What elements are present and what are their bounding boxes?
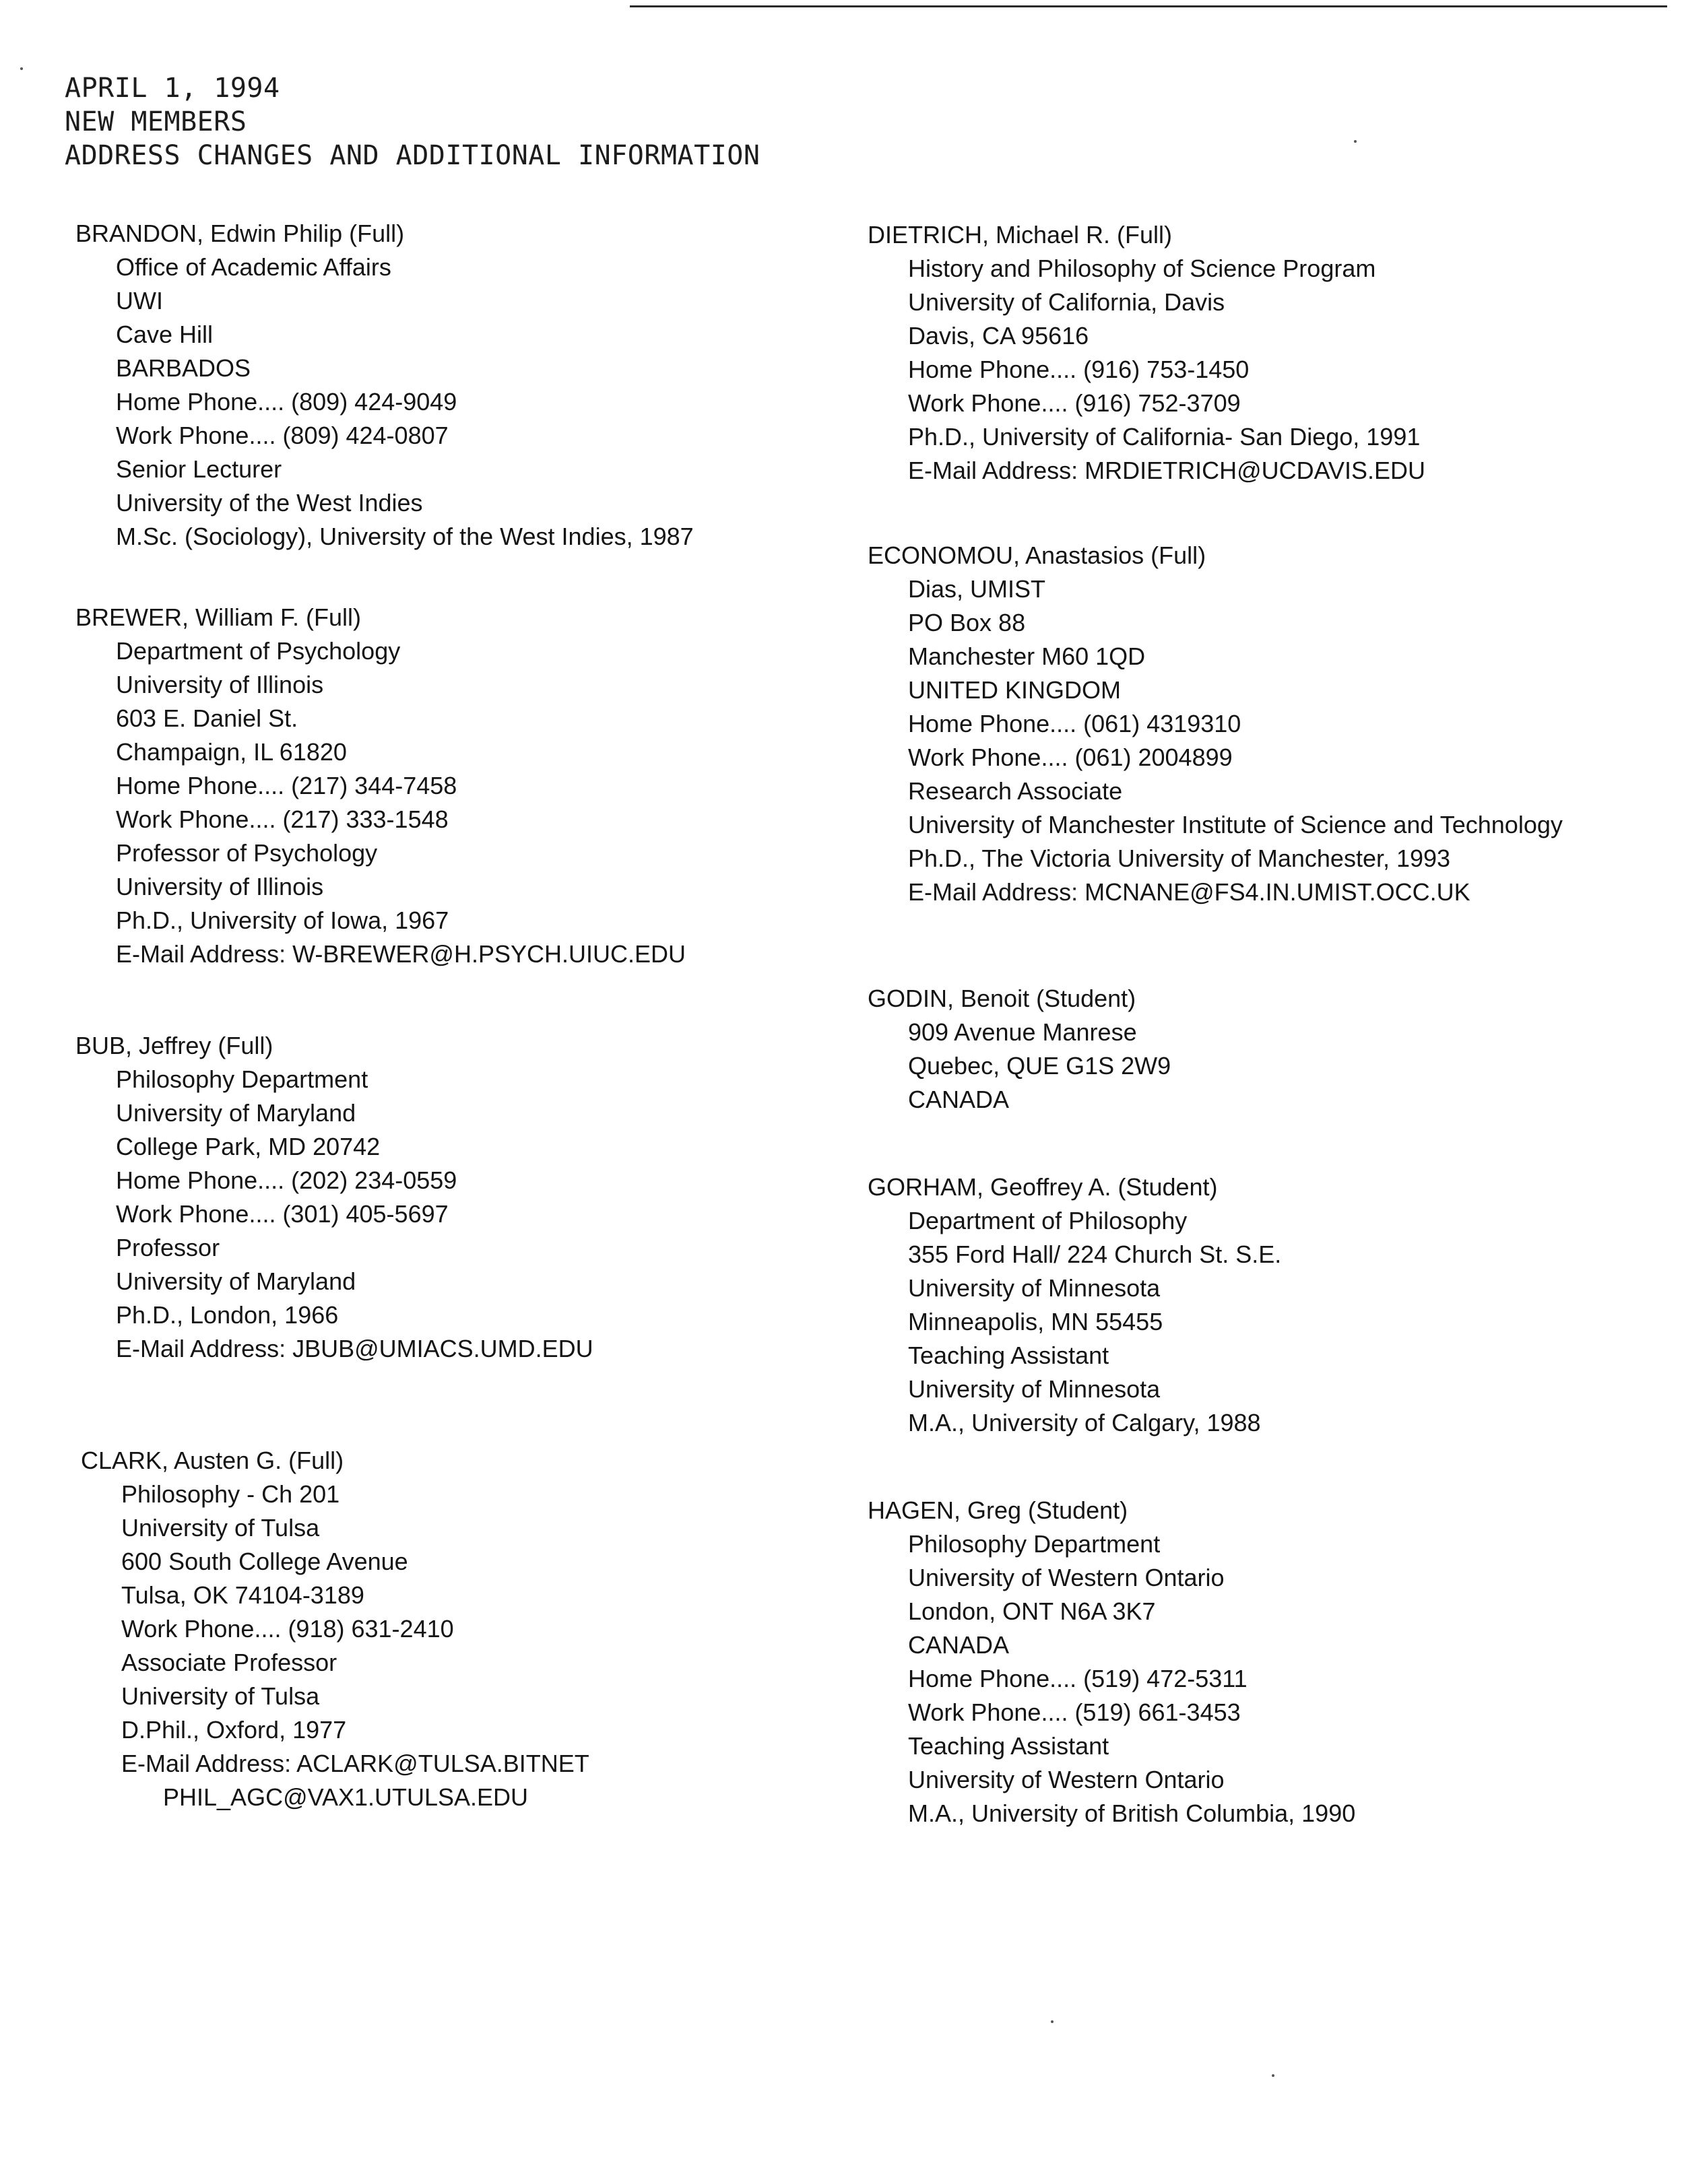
scan-speck bbox=[1051, 2020, 1054, 2023]
member-details bbox=[75, 634, 850, 971]
detail-line: Ph.D., University of California- San Diego, 1991 bbox=[908, 423, 1421, 451]
detail-line: University of Maryland bbox=[116, 1267, 356, 1295]
scan-speck bbox=[1272, 2074, 1274, 2077]
member-entry-gorham bbox=[868, 1170, 1642, 1440]
header-subtitle: ADDRESS CHANGES AND ADDITIONAL INFORMATION bbox=[65, 140, 760, 171]
detail-line: Department of Philosophy bbox=[908, 1207, 1188, 1234]
detail-line: University of Minnesota bbox=[908, 1375, 1161, 1403]
detail-line: History and Philosophy of Science Program bbox=[908, 255, 1376, 282]
member-name: DIETRICH, Michael R. (Full) bbox=[868, 221, 1173, 249]
member-entry-hagen bbox=[868, 1494, 1642, 1830]
detail-line: Ph.D., University of Iowa, 1967 bbox=[116, 906, 449, 934]
detail-line: University of Tulsa bbox=[121, 1514, 320, 1542]
detail-line: University of the West Indies bbox=[116, 489, 423, 517]
detail-line: Teaching Assistant bbox=[908, 1342, 1109, 1369]
detail-line-continuation: PHIL_AGC@VAX1.UTULSA.EDU bbox=[163, 1783, 529, 1811]
detail-line: Home Phone.... (809) 424-9049 bbox=[116, 388, 457, 416]
detail-line: E-Mail Address: MRDIETRICH@UCDAVIS.EDU bbox=[908, 457, 1425, 484]
detail-line: University of California, Davis bbox=[908, 288, 1225, 316]
detail-line: London, ONT N6A 3K7 bbox=[908, 1597, 1156, 1625]
detail-line: CANADA bbox=[908, 1631, 1010, 1659]
detail-line: Teaching Assistant bbox=[908, 1732, 1109, 1760]
detail-line: 909 Avenue Manrese bbox=[908, 1018, 1137, 1046]
detail-line: 600 South College Avenue bbox=[121, 1548, 408, 1575]
detail-line: Work Phone.... (519) 661-3453 bbox=[908, 1698, 1241, 1726]
detail-line: Work Phone.... (918) 631-2410 bbox=[121, 1615, 454, 1643]
detail-line: Philosophy Department bbox=[908, 1530, 1161, 1558]
scan-speck bbox=[1354, 140, 1357, 143]
member-entry-godin bbox=[868, 982, 1642, 1117]
detail-line: Champaign, IL 61820 bbox=[116, 738, 347, 766]
member-entry-brewer bbox=[75, 601, 850, 971]
detail-line: M.A., University of British Columbia, 1990 bbox=[908, 1799, 1356, 1827]
detail-line: Davis, CA 95616 bbox=[908, 322, 1089, 350]
member-name: BUB, Jeffrey (Full) bbox=[75, 1032, 273, 1059]
member-details bbox=[75, 1063, 850, 1366]
header-title: NEW MEMBERS bbox=[65, 106, 247, 137]
member-name: CLARK, Austen G. (Full) bbox=[81, 1447, 344, 1474]
detail-line: Home Phone.... (202) 234-0559 bbox=[116, 1166, 457, 1194]
detail-line: Dias, UMIST bbox=[908, 575, 1046, 603]
member-details bbox=[868, 252, 1642, 488]
detail-line: Ph.D., The Victoria University of Manchester, 1993 bbox=[908, 845, 1451, 872]
detail-line: University of Illinois bbox=[116, 873, 324, 900]
detail-line: 355 Ford Hall/ 224 Church St. S.E. bbox=[908, 1240, 1282, 1268]
member-details bbox=[81, 1478, 855, 1814]
detail-line: University of Minnesota bbox=[908, 1274, 1161, 1302]
member-entry-clark bbox=[81, 1444, 855, 1814]
detail-line: Home Phone.... (061) 4319310 bbox=[908, 710, 1241, 737]
detail-line: University of Maryland bbox=[116, 1099, 356, 1127]
member-entry-bub bbox=[75, 1029, 850, 1366]
member-entry-economou bbox=[868, 539, 1642, 909]
detail-line: University of Western Ontario bbox=[908, 1564, 1225, 1591]
detail-line: Minneapolis, MN 55455 bbox=[908, 1308, 1163, 1335]
detail-line: Associate Professor bbox=[121, 1649, 337, 1676]
detail-line: University of Manchester Institute of Science and Technology bbox=[908, 811, 1563, 838]
detail-line: Office of Academic Affairs bbox=[116, 253, 391, 281]
member-entry-brandon bbox=[75, 217, 850, 554]
left-column bbox=[75, 217, 850, 1814]
detail-line: E-Mail Address: MCNANE@FS4.IN.UMIST.OCC.UK bbox=[908, 878, 1470, 906]
detail-line: College Park, MD 20742 bbox=[116, 1133, 381, 1160]
document-header bbox=[65, 71, 760, 172]
member-name: HAGEN, Greg (Student) bbox=[868, 1496, 1128, 1524]
detail-line: Department of Psychology bbox=[116, 637, 401, 665]
header-date: APRIL 1, 1994 bbox=[65, 73, 280, 104]
scan-speck bbox=[20, 67, 23, 70]
detail-line: E-Mail Address: ACLARK@TULSA.BITNET bbox=[121, 1750, 589, 1777]
detail-line: UWI bbox=[116, 287, 163, 315]
member-details bbox=[868, 572, 1642, 909]
detail-line: University of Illinois bbox=[116, 671, 324, 698]
detail-line: Work Phone.... (061) 2004899 bbox=[908, 743, 1233, 771]
detail-line: Tulsa, OK 74104-3189 bbox=[121, 1581, 364, 1609]
detail-line: Philosophy - Ch 201 bbox=[121, 1480, 340, 1508]
member-details bbox=[868, 1204, 1642, 1440]
detail-line: Work Phone.... (217) 333-1548 bbox=[116, 805, 449, 833]
detail-line: Home Phone.... (519) 472-5311 bbox=[908, 1665, 1248, 1692]
detail-line: UNITED KINGDOM bbox=[908, 676, 1122, 704]
detail-line: Quebec, QUE G1S 2W9 bbox=[908, 1052, 1171, 1080]
detail-line: D.Phil., Oxford, 1977 bbox=[121, 1716, 347, 1744]
detail-line: E-Mail Address: JBUB@UMIACS.UMD.EDU bbox=[116, 1335, 593, 1362]
detail-line: PO Box 88 bbox=[908, 609, 1026, 636]
member-name: ECONOMOU, Anastasios (Full) bbox=[868, 541, 1206, 569]
detail-line: M.Sc. (Sociology), University of the West Indies, 1987 bbox=[116, 523, 694, 550]
detail-line: Home Phone.... (916) 753-1450 bbox=[908, 356, 1250, 383]
detail-line: University of Western Ontario bbox=[908, 1766, 1225, 1793]
member-name: BRANDON, Edwin Philip (Full) bbox=[75, 220, 405, 247]
member-details bbox=[75, 251, 850, 554]
detail-line: M.A., University of Calgary, 1988 bbox=[908, 1409, 1261, 1436]
member-details bbox=[868, 1016, 1642, 1117]
detail-line: E-Mail Address: W-BREWER@H.PSYCH.UIUC.EDU bbox=[116, 940, 686, 968]
member-name: GODIN, Benoit (Student) bbox=[868, 985, 1136, 1012]
detail-line: Professor of Psychology bbox=[116, 839, 378, 867]
member-name: BREWER, William F. (Full) bbox=[75, 603, 361, 631]
member-name: GORHAM, Geoffrey A. (Student) bbox=[868, 1173, 1218, 1201]
detail-line: Philosophy Department bbox=[116, 1065, 368, 1093]
detail-line: CANADA bbox=[908, 1086, 1010, 1113]
detail-line: Senior Lecturer bbox=[116, 455, 282, 483]
member-details bbox=[868, 1527, 1642, 1830]
detail-line: Professor bbox=[116, 1234, 220, 1261]
top-rule bbox=[630, 5, 1667, 7]
detail-line: Research Associate bbox=[908, 777, 1123, 805]
detail-line: BARBADOS bbox=[116, 354, 251, 382]
detail-line: Home Phone.... (217) 344-7458 bbox=[116, 772, 457, 799]
member-entry-dietrich bbox=[868, 218, 1642, 488]
detail-line: Ph.D., London, 1966 bbox=[116, 1301, 339, 1329]
detail-line: Work Phone.... (916) 752-3709 bbox=[908, 389, 1241, 417]
detail-line: Cave Hill bbox=[116, 321, 214, 348]
detail-line: Manchester M60 1QD bbox=[908, 642, 1146, 670]
detail-line: University of Tulsa bbox=[121, 1682, 320, 1710]
detail-line: Work Phone.... (301) 405-5697 bbox=[116, 1200, 449, 1228]
detail-line: Work Phone.... (809) 424-0807 bbox=[116, 422, 449, 449]
detail-line: 603 E. Daniel St. bbox=[116, 704, 298, 732]
right-column bbox=[868, 218, 1642, 1830]
